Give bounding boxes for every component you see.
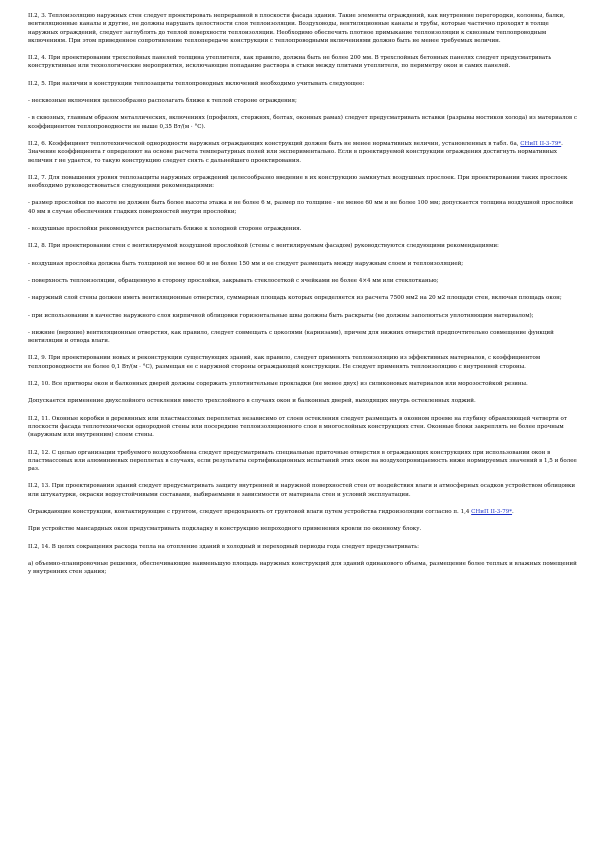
paragraph-text: - размер прослойки по высоте не должен быть более высоты этажа и не более 6 м, размер по толщине - не менее 60 мм и не более 100 мм; допускается толщина воздушной прослойки 40 мм в случае обеспечения гладких поверхностей внутри прослойки;: [28, 200, 574, 215]
document-link[interactable]: СНиП II-3-79*: [520, 140, 562, 147]
paragraph-text: II.2, 10. Все притворы окон и балконных дверей должны содержать уплотнительные прокладки (не менее двух) из силиконовых материалов или морозостойкой резины.: [28, 381, 528, 388]
paragraph: [28, 242, 577, 250]
paragraph-text: - при использовании в качестве наружного слоя кирпичной облицовки горизонтальные швы должны быть раскрыты (не должны заполняться уплотняющим материалом);: [28, 312, 534, 319]
paragraph: [28, 329, 577, 346]
paragraph-text: II.2, 6. Коэффициент теплотехнической однородности наружных ограждающих конструкций должен быть не менее нормативных величин, установленных в табл. 6а,: [28, 140, 521, 147]
paragraph-text: - в сквозных, главным образом металлических, включениях (профилях, стержнях, болтах, оконных рамах) следует предусматривать вставки (разрывы мостиков холода) из материалов с коэффициентом теплопроводности не выше 0,35 Вт/(м · °С).: [28, 115, 577, 130]
paragraph: [28, 560, 577, 577]
paragraph-text: II.2, 3. Теплоизоляцию наружных стен следует проектировать непрерывной в плоскости фасада здания. Такие элементы ограждений, как внутренние перегородки, колонны, балки, вентиляционные каналы и другие, не должны нарушать целостности слоя теплоизоляции. Воздуховоды, вентиляционные каналы и трубы, которые частично проходят в толще наружных ограждений, следует заглублять до теплой поверхности теплоизоляции. Необходимо обеспечить плотное примыкание теплоизоляции к сквозным теплопроводным включениям. При этом приведенное сопротивление теплопередаче конструкции с теплопроводными включениями должно быть не менее требуемых величин.: [28, 13, 565, 44]
paragraph: [28, 397, 577, 405]
paragraph: [28, 415, 577, 440]
paragraph-text: Допускается применение двухслойного остекления вместо трехслойного в случаях окон и балконных дверей, выходящих внутрь остекленных лоджий.: [28, 398, 476, 405]
paragraph: [28, 174, 577, 191]
paragraph-text: .: [512, 508, 514, 515]
paragraph-text: . Значение коэффициента r определяют на основе расчета температурных полей или экспериментально. Если в проектируемой конструкции ограждения достигнуть нормативных величин r не удается, то такую конструкцию следует снять с дальнейшего проектирования.: [28, 140, 563, 164]
paragraph: [28, 225, 577, 233]
paragraph-text: - воздушная прослойка должна быть толщиной не менее 60 и не более 150 мм и ее следует размещать между наружным слоем и теплоизоляцией;: [28, 260, 464, 267]
paragraph: [28, 312, 577, 320]
paragraph: [28, 80, 577, 88]
paragraph: [28, 277, 577, 285]
paragraph-text: Ограждающие конструкции, контактирующие с грунтом, следует предохранять от грунтовой влаги путем устройства гидроизоляции согласно п. 1,4: [28, 508, 472, 515]
paragraph-text: II.2, 12. С целью организации требуемого воздухообмена следует предусматривать специальные приточные отверстия в ограждающих конструкциях при использовании окон в пластмассовых или алюминиевых переплетах в случаях, если результаты сертификационных испытаний этих окон на воздухопроницаемость ниже нормируемых значений в 1,5 и более раз.: [28, 449, 577, 473]
paragraph-text: II.2, 13. При проектировании зданий следует предусматривать защиту внутренней и наружной поверхностей стен от воздействия влаги и атмосферных осадков устройством облицовки или штукатурки, окраски водоустойчивыми составами, выбираемыми в зависимости от материала стен и условий эксплуатации.: [28, 483, 576, 498]
paragraph-text: а) объемно-планировочные решения, обеспечивающие наименьшую площадь наружных конструкций для зданий одинакового объема, размещение более теплых и влажных помещений у внутренних стен здания;: [28, 560, 577, 576]
paragraph: [28, 449, 577, 474]
paragraph-text: При устройстве мансардных окон предусматривать подкладку в конструкцию непроходного применения кровли по оконному блоку.: [28, 526, 422, 533]
paragraph-text: II.2, 4. При проектировании трехслойных панелей толщина утеплителя, как правило, должна быть не более 200 мм. В трехслойных бетонных панелях следует предусматривать конструктивные или технологические мероприятия, исключающие попадание раствора в стыки между плитами утеплителя, по периметру окон и самих панелей.: [28, 55, 552, 70]
paragraph: [28, 260, 577, 268]
paragraph-text: - нижние (верхние) вентиляционные отверстия, как правило, следует совмещать с цоколями (карнизами), причем для нижних отверстий предпочтительно совмещение функций вентиляции и отвода влаги.: [28, 329, 554, 345]
paragraph: [28, 525, 577, 533]
paragraph: [28, 54, 577, 71]
paragraph-text: - воздушные прослойки рекомендуется располагать ближе к холодной стороне ограждения.: [28, 226, 302, 233]
paragraph: [28, 199, 577, 216]
paragraph: [28, 140, 577, 165]
paragraph-text: - поверхность теплоизоляции, обращенную в сторону прослойки, закрывать стеклосеткой с ячейками не более 4×4 мм или стеклотканью;: [28, 277, 439, 284]
paragraph: [28, 12, 577, 45]
paragraph-text: - несквозные включения целесообразно располагать ближе к теплой стороне ограждения;: [28, 98, 297, 105]
paragraph-text: - наружный слой стены должен иметь вентиляционные отверстия, суммарная площадь которых определяется из расчета 7500 мм2 на 20 м2 площади стен, включая площадь окон;: [28, 295, 562, 302]
paragraph: [28, 114, 577, 131]
paragraph: [28, 294, 577, 302]
paragraph: [28, 354, 577, 371]
paragraph: [28, 97, 577, 105]
paragraph: [28, 380, 577, 388]
paragraph-text: II.2, 9. При проектировании новых и реконструкции существующих зданий, как правило, следует применять теплоизоляцию из эффективных материалов, с коэффициентом теплопроводности не более 0,1 Вт/(м · °С), размещая ее с наружной стороны ограждающей конструкции. Не следует применять теплоизоляцию с внутренней стороны.: [28, 355, 541, 370]
paragraph-text: II.2, 7. Для повышения уровня теплозащиты наружных ограждений целесообразно введение в их конструкцию замкнутых воздушных прослоек. При проектировании таких прослоек необходимо руководствоваться следующими рекомендациями:: [28, 174, 568, 190]
paragraph-text: II.2, 11. Оконные коробки в деревянных или пластмассовых переплетах независимо от слоев остекления следует размещать в оконном проеме на глубину обрамляющей четверти от плоскости фасада теплотехнически однородной стены или посередине теплоизоляционного слоя в многослойных конструкциях стен. Оконные блоки закреплять не более прочным (наружным или внутренним) слоем стены.: [28, 415, 567, 439]
document-link[interactable]: СНиП II-3-79*: [471, 508, 513, 515]
paragraph-text: II.2, 8. При проектировании стен с вентилируемой воздушной прослойкой (стены с вентилируемым фасадом) руководствуются следующими рекомендациями:: [28, 243, 499, 250]
paragraph: [28, 543, 577, 551]
paragraph-text: II.2, 14. В целях сокращения расхода тепла на отопление зданий в холодный и переходный периоды года следует предусматривать:: [28, 543, 420, 550]
paragraph: [28, 508, 577, 516]
paragraph-text: II.2, 5. При наличии в конструкции теплозащиты теплопроводных включений необходимо учитывать следующее:: [28, 80, 365, 87]
paragraph: [28, 482, 577, 499]
